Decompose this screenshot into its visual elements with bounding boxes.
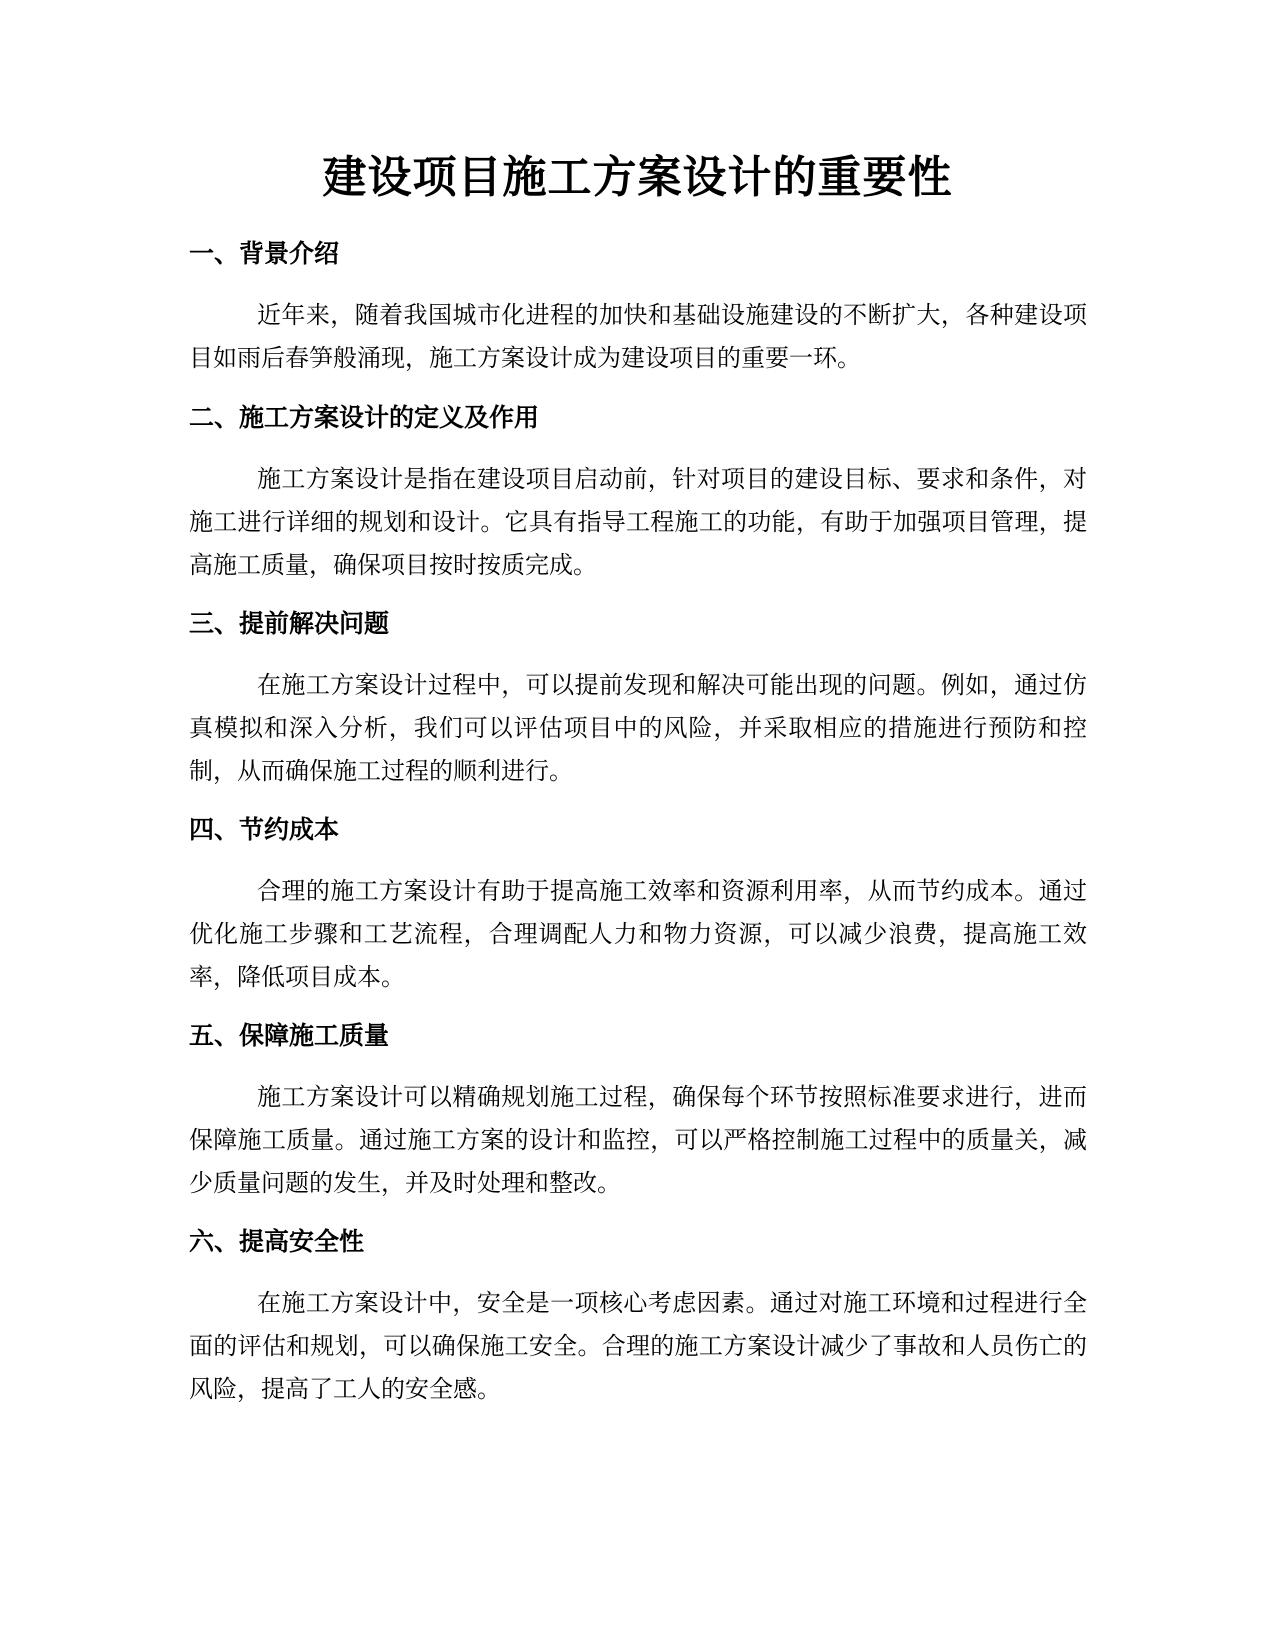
- section-heading-early-problem-solving: 三、提前解决问题: [189, 609, 390, 638]
- section-body-definition: 施工方案设计是指在建设项目启动前，针对项目的建设目标、要求和条件，对施工进行详细的规划和设计。它具有指导工程施工的功能，有助于加强项目管理，提高施工质量，确保项目按时按质完成。: [189, 465, 1087, 579]
- section-heading-cost-saving: 四、节约成本: [189, 815, 340, 844]
- section-heading-background: 一、背景介绍: [189, 239, 340, 268]
- section-body-cost-saving: 合理的施工方案设计有助于提高施工效率和资源利用率，从而节约成本。通过优化施工步骤和工艺流程，合理调配人力和物力资源，可以减少浪费，提高施工效率，降低项目成本。: [189, 877, 1087, 991]
- section-heading-safety: 六、提高安全性: [189, 1227, 365, 1256]
- section-body-safety: 在施工方案设计中，安全是一项核心考虑因素。通过对施工环境和过程进行全面的评估和规划，可以确保施工安全。合理的施工方案设计减少了事故和人员伤亡的风险，提高了工人的安全感。: [189, 1289, 1087, 1403]
- section-heading-quality: 五、保障施工质量: [189, 1021, 390, 1050]
- section-body-quality: 施工方案设计可以精确规划施工过程，确保每个环节按照标准要求进行，进而保障施工质量。通过施工方案的设计和监控，可以严格控制施工过程中的质量关，减少质量问题的发生，并及时处理和整改。: [189, 1083, 1087, 1197]
- section-heading-definition: 二、施工方案设计的定义及作用: [189, 403, 540, 432]
- section-body-background: 近年来，随着我国城市化进程的加快和基础设施建设的不断扩大，各种建设项目如雨后春笋般涌现，施工方案设计成为建设项目的重要一环。: [189, 301, 1087, 372]
- document-title: 建设项目施工方案设计的重要性: [322, 152, 953, 203]
- section-body-early-problem-solving: 在施工方案设计过程中，可以提前发现和解决可能出现的问题。例如，通过仿真模拟和深入分析，我们可以评估项目中的风险，并采取相应的措施进行预防和控制，从而确保施工过程的顺利进行。: [189, 671, 1087, 785]
